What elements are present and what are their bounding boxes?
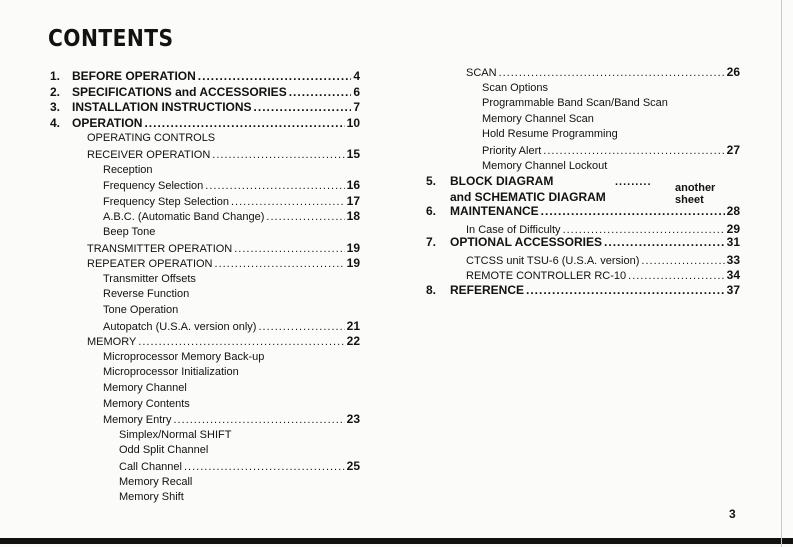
toc-entry-title: Beep Tone [103, 226, 156, 238]
toc-entry [119, 443, 360, 457]
toc-entry [50, 84, 360, 99]
toc-entry-leader [604, 235, 725, 249]
toc-entry [103, 194, 360, 208]
toc-entry-page: 37 [726, 283, 740, 297]
toc-entry-title: REMOTE CONTROLLER RC-10 [466, 270, 627, 282]
toc-entry-leader [289, 85, 352, 99]
toc-entry-title: Priority Alert [482, 145, 542, 157]
toc-entry-page: 33 [726, 253, 740, 267]
toc-entry-leader [234, 242, 344, 256]
toc-entry-page: another sheet [675, 182, 716, 206]
toc-entry [466, 268, 740, 282]
toc-entry-block-diagram [426, 174, 744, 206]
toc-entry-title: Odd Split Channel [119, 444, 209, 457]
toc-entry [103, 163, 360, 177]
toc-entry-number: 5. [426, 174, 437, 188]
toc-entry-leader: ......... [615, 176, 652, 188]
toc-entry-leader [144, 116, 344, 130]
toc-entry-leader [543, 144, 724, 158]
toc-entry-title: Memory Recall [119, 475, 193, 488]
toc-entry-title: Reverse Function [103, 288, 190, 301]
toc-entry [466, 65, 740, 79]
toc-entry [482, 143, 740, 157]
toc-entry [103, 209, 360, 223]
toc-entry-number: 6. [426, 204, 437, 218]
toc-entry-leader [526, 283, 725, 297]
toc-entry-title: Autopatch (U.S.A. version only) [103, 320, 257, 333]
toc-entry-page: 22 [346, 334, 360, 349]
toc-entry-page: 28 [726, 204, 740, 218]
toc-entry-page: 34 [726, 268, 740, 282]
toc-entry-leader [254, 100, 352, 114]
toc-entry-page: 10 [346, 115, 360, 130]
toc-entry [426, 235, 740, 249]
toc-entry-leader [266, 210, 344, 224]
toc-entry-page: 16 [346, 178, 360, 193]
toc-entry [87, 131, 360, 145]
toc-entry-title: MEMORY [87, 336, 137, 349]
toc-entry-title: Memory Channel [103, 382, 187, 394]
toc-entry [103, 350, 360, 364]
toc-entry-title: In Case of Difficulty [466, 224, 561, 236]
page-number: 3 [729, 507, 736, 521]
toc-entry [87, 334, 360, 348]
toc-entry [103, 319, 360, 333]
toc-entry [103, 178, 360, 192]
toc-entry-page: 26 [726, 65, 740, 79]
toc-entry-page: 19 [346, 256, 360, 271]
toc-entry [87, 256, 360, 270]
toc-entry-leader [628, 269, 725, 283]
toc-entry [103, 412, 360, 426]
toc-entry-title: SCAN [466, 67, 497, 79]
toc-entry [103, 303, 360, 317]
toc-entry-title: OPTIONAL ACCESSORIES [450, 235, 603, 249]
toc-entry [119, 428, 360, 442]
toc-entry-title: Hold Resume Programming [482, 128, 618, 141]
toc-entry [482, 81, 740, 95]
toc-entry-leader [184, 460, 345, 474]
toc-entry [103, 225, 360, 239]
toc-entry-title: CTCSS unit TSU-6 (U.S.A. version) [466, 255, 640, 267]
toc-entry-title: Call Channel [119, 461, 182, 473]
toc-entry [103, 287, 360, 301]
toc-entry-leader [138, 335, 344, 349]
toc-entry-page: 15 [346, 147, 360, 161]
toc-entry-page: 19 [346, 240, 360, 255]
toc-entry-page: 7 [353, 100, 360, 115]
toc-entry-page: 6 [353, 84, 360, 99]
toc-entry-title: SPECIFICATIONS and ACCESSORIES [72, 84, 287, 99]
toc-entry [103, 381, 360, 395]
toc-entry [50, 69, 360, 83]
toc-entry-leader [212, 148, 344, 162]
toc-entry [482, 127, 740, 141]
toc-entry-title: Memory Shift [119, 491, 184, 504]
page-edge [781, 0, 782, 547]
toc-entry-title: REPEATER OPERATION [87, 258, 213, 271]
toc-entry-title: A.B.C. (Automatic Band Change) [103, 211, 265, 224]
toc-entry-page: 18 [346, 209, 360, 224]
toc-entry-title: BLOCK DIAGRAM [450, 174, 554, 188]
toc-entry [103, 397, 360, 411]
toc-entry-number: 8. [426, 283, 437, 297]
toc-entry-title: Memory Contents [103, 397, 190, 410]
toc-entry-leader [499, 66, 725, 80]
toc-entry [50, 100, 360, 115]
toc-entry-title: Memory Entry [103, 414, 172, 427]
toc-entry-title: Microprocessor Initialization [103, 366, 239, 379]
toc-entry-title: MAINTENANCE [450, 204, 539, 218]
toc-entry [87, 147, 360, 161]
toc-entry [103, 365, 360, 379]
toc-entry-number: 7. [426, 235, 437, 249]
toc-entry-title: Tone Operation [103, 304, 179, 316]
toc-entry-page: 23 [346, 412, 360, 427]
toc-entry [87, 241, 360, 255]
toc-entry-leader [231, 195, 345, 209]
toc-entry-page: 4 [353, 69, 360, 83]
toc-entry-title: Programmable Band Scan/Band Scan [482, 97, 668, 110]
toc-entry-title: Scan Options [482, 81, 549, 94]
toc-entry-title: REFERENCE [450, 283, 525, 297]
toc-entry-number: 4. [50, 115, 61, 130]
toc-entry [466, 253, 740, 267]
toc-entry-title: Simplex/Normal SHIFT [119, 428, 232, 441]
toc-entry [482, 159, 740, 173]
toc-entry-number: 2. [50, 84, 61, 99]
toc-entry-leader [198, 69, 352, 83]
toc-entry [119, 459, 360, 473]
toc-entry [426, 204, 740, 218]
bottom-rule [0, 538, 793, 544]
toc-entry-title-line2: and SCHEMATIC DIAGRAM [450, 190, 606, 204]
toc-entry-leader [258, 320, 344, 334]
toc-entry-title: Memory Channel Scan [482, 112, 594, 125]
toc-entry-title: TRANSMITTER OPERATION [87, 242, 233, 255]
toc-entry-page: 29 [726, 222, 740, 236]
toc-entry [466, 222, 740, 236]
toc-entry [50, 115, 360, 130]
toc-entry-title: Frequency Step Selection [103, 195, 229, 208]
toc-entry-title: OPERATING CONTROLS [87, 132, 216, 145]
toc-entry-page: 21 [346, 318, 360, 333]
toc-entry-title: Frequency Selection [103, 180, 204, 193]
toc-entry-title: Transmitter Offsets [103, 272, 196, 285]
toc-entry-page: 27 [726, 143, 740, 157]
toc-entry-title: Microprocessor Memory Back-up [103, 350, 265, 363]
toc-entry-page: 25 [346, 459, 360, 473]
toc-entry-title: RECEIVER OPERATION [87, 149, 211, 161]
toc-entry [103, 272, 360, 286]
toc-entry-title: Reception [103, 163, 153, 176]
toc-entry [119, 475, 360, 489]
toc-entry-title: OPERATION [72, 115, 143, 130]
toc-entry-page: 17 [346, 193, 360, 208]
toc-entry-leader [215, 257, 345, 271]
toc-entry-title: Memory Channel Lockout [482, 159, 608, 172]
toc-entry [119, 490, 360, 504]
toc-entry [426, 283, 740, 297]
toc-entry-leader [173, 413, 344, 427]
toc-entry-title: BEFORE OPERATION [72, 69, 196, 83]
toc-entry [482, 112, 740, 126]
toc-entry-title: INSTALLATION INSTRUCTIONS [72, 100, 252, 115]
page-title: CONTENTS [48, 26, 174, 52]
toc-entry-leader [541, 204, 725, 218]
toc-entry-number: 3. [50, 100, 61, 115]
toc-entry-leader [205, 179, 344, 193]
toc-entry-leader [641, 254, 724, 268]
toc-entry-page: 31 [726, 235, 740, 249]
toc-entry-number: 1. [50, 69, 61, 83]
toc-entry [482, 96, 740, 110]
